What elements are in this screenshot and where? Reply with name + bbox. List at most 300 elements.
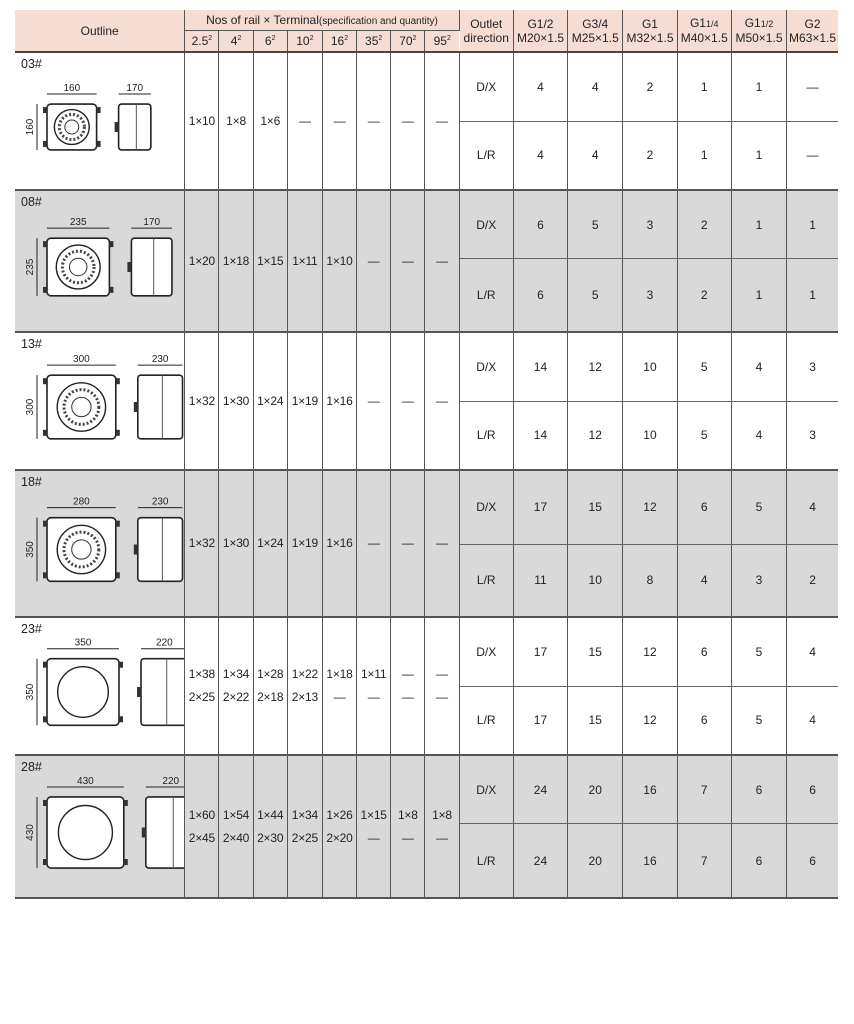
size-value: 16 bbox=[330, 33, 345, 48]
mounting-ear bbox=[43, 859, 47, 865]
rail-terminal-header: Nos of rail × Terminal(specification and quantity) bbox=[185, 10, 459, 30]
outlet-direction-cell: L/R bbox=[459, 686, 513, 755]
entry-count-cell: 4 bbox=[513, 121, 567, 190]
header-row-1 bbox=[15, 10, 838, 30]
rail-terminal-cell bbox=[185, 52, 219, 190]
rail-terminal-cell bbox=[287, 617, 322, 755]
entry-count-cell: 6 bbox=[677, 617, 731, 686]
rail-terminal-cell bbox=[253, 755, 287, 898]
rail-terminal-cell bbox=[322, 190, 356, 332]
entry-count-cell: 6 bbox=[677, 470, 731, 544]
rail-terminal-cell bbox=[391, 52, 425, 190]
size-value: 10 bbox=[296, 33, 310, 48]
rail-terminal-cell bbox=[322, 755, 356, 898]
entry-count-cell: 3 bbox=[787, 401, 838, 470]
entry-count-cell: 4 bbox=[787, 617, 838, 686]
mounting-ear bbox=[43, 521, 47, 527]
mounting-ear bbox=[119, 716, 123, 722]
rail-terminal-value: — bbox=[367, 253, 380, 268]
thread-header-4 bbox=[731, 10, 786, 52]
rail-terminal-cell bbox=[357, 617, 391, 755]
entry-count-cell: — bbox=[787, 52, 838, 121]
rail-terminal-value: — bbox=[401, 536, 414, 550]
rail-terminal-cell bbox=[185, 755, 219, 898]
rail-terminal-value: 1×15 bbox=[360, 807, 387, 822]
center-hub bbox=[72, 540, 91, 559]
rail-terminal-cell bbox=[357, 52, 391, 190]
rail-terminal-cell bbox=[322, 332, 356, 470]
mounting-ear bbox=[97, 141, 101, 147]
outline-drawing bbox=[15, 333, 184, 469]
rail-terminal-value: — bbox=[436, 536, 448, 550]
rail-terminal-value: 1×8 bbox=[226, 113, 246, 128]
rail-terminal-value: 2×30 bbox=[257, 830, 284, 845]
mounting-ear bbox=[119, 662, 123, 668]
model-label: 28# bbox=[21, 760, 42, 774]
rail-terminal-cell bbox=[287, 190, 322, 332]
size-value: 2.5 bbox=[191, 33, 209, 48]
size-header-0 bbox=[185, 30, 219, 52]
outlet-direction-cell: L/R bbox=[459, 401, 513, 470]
entry-count-cell: 12 bbox=[623, 617, 677, 686]
rail-terminal-value: 1×30 bbox=[222, 536, 250, 550]
thread-fraction: 1/4 bbox=[705, 19, 719, 29]
entry-count-cell: 1 bbox=[731, 52, 786, 121]
entry-count-cell: 1 bbox=[677, 121, 731, 190]
rail-terminal-value: 1×16 bbox=[326, 536, 353, 550]
mounting-ear bbox=[43, 241, 47, 247]
rail-terminal-cell bbox=[391, 190, 425, 332]
rail-terminal-cell bbox=[253, 52, 287, 190]
side-width-label: 220 bbox=[162, 775, 180, 787]
rail-terminal-value: 1×30 bbox=[222, 393, 250, 408]
entry-count-cell: 4 bbox=[787, 470, 838, 544]
entry-count-cell: 12 bbox=[623, 470, 677, 544]
outline-cell bbox=[15, 52, 185, 190]
entry-count-cell: 12 bbox=[568, 332, 623, 401]
rail-terminal-cell bbox=[391, 755, 425, 898]
rail-terminal-value: 1×15 bbox=[257, 253, 284, 268]
mounting-ear bbox=[43, 141, 47, 147]
rail-terminal-value: 1×8 bbox=[397, 807, 418, 822]
rail-terminal-value: — bbox=[401, 830, 414, 845]
rail-terminal-cell bbox=[357, 755, 391, 898]
size-header-7 bbox=[425, 30, 459, 52]
entry-count-cell: 15 bbox=[568, 470, 623, 544]
table-row bbox=[15, 332, 838, 401]
rail-terminal-cell bbox=[253, 332, 287, 470]
model-label: 18# bbox=[21, 475, 42, 489]
rail-terminal-cell bbox=[287, 470, 322, 617]
rail-terminal-cell bbox=[185, 332, 219, 470]
rail-terminal-value: — bbox=[367, 393, 380, 408]
rail-terminal-value: — bbox=[367, 536, 380, 550]
rail-terminal-cell bbox=[185, 617, 219, 755]
rail-terminal-cell bbox=[287, 52, 322, 190]
thread-m: M20×1.5 bbox=[516, 30, 564, 45]
rail-terminal-value: 1×16 bbox=[326, 393, 353, 408]
size-value: 35 bbox=[365, 33, 379, 48]
rail-terminal-cell bbox=[322, 52, 356, 190]
mounting-ear bbox=[109, 287, 113, 293]
entry-count-cell: 6 bbox=[731, 755, 786, 824]
outlet-direction-cell: D/X bbox=[459, 332, 513, 401]
rail-terminal-value: 1×32 bbox=[188, 393, 215, 408]
outline-drawing bbox=[15, 191, 184, 331]
side-view-box bbox=[131, 238, 172, 296]
thread-m: M25×1.5 bbox=[571, 30, 619, 45]
front-width-label: 160 bbox=[63, 83, 81, 95]
table-row bbox=[15, 755, 838, 824]
rail-terminal-value: — bbox=[436, 667, 448, 681]
rail-terminal-value: 1×34 bbox=[222, 667, 250, 681]
rail-terminal-value: — bbox=[401, 113, 414, 128]
entry-count-cell: 10 bbox=[623, 401, 677, 470]
outline-cell bbox=[15, 332, 185, 470]
size-exponent: 2 bbox=[344, 34, 349, 42]
entry-count-cell: 4 bbox=[568, 52, 623, 121]
entry-count-cell: 10 bbox=[568, 544, 623, 617]
thread-g: G1 bbox=[689, 16, 706, 30]
thread-header-2 bbox=[623, 10, 677, 52]
entry-count-cell: 12 bbox=[623, 686, 677, 755]
front-cover-circle bbox=[58, 806, 112, 860]
entry-count-cell: 2 bbox=[787, 544, 838, 617]
table-row bbox=[15, 617, 838, 686]
entry-count-cell: 6 bbox=[787, 824, 838, 898]
side-fitting bbox=[142, 828, 146, 838]
entry-count-cell: 3 bbox=[623, 190, 677, 259]
rail-terminal-value: — bbox=[401, 667, 414, 681]
rail-terminal-cell bbox=[219, 190, 253, 332]
size-header-3 bbox=[287, 30, 322, 52]
entry-count-cell: 15 bbox=[568, 686, 623, 755]
rail-terminal-cell bbox=[357, 470, 391, 617]
center-hub bbox=[65, 120, 79, 134]
mounting-ear bbox=[124, 859, 128, 865]
height-label: 430 bbox=[25, 824, 36, 841]
entry-count-cell: 1 bbox=[787, 259, 838, 332]
size-header-4 bbox=[322, 30, 356, 52]
entry-count-cell: 10 bbox=[623, 332, 677, 401]
rail-terminal-value: — bbox=[436, 690, 448, 704]
rail-terminal-cell bbox=[357, 332, 391, 470]
rail-terminal-value: 1×10 bbox=[326, 253, 353, 268]
entry-count-cell: 17 bbox=[513, 470, 567, 544]
table-row bbox=[15, 190, 838, 259]
mounting-ear bbox=[43, 430, 47, 436]
entry-count-cell: 17 bbox=[513, 617, 567, 686]
entry-count-cell: 6 bbox=[787, 755, 838, 824]
thread-g: G3/4 bbox=[582, 16, 609, 31]
entry-count-cell: 6 bbox=[731, 824, 786, 898]
size-value: 6 bbox=[264, 33, 272, 48]
rail-terminal-value: 2×22 bbox=[222, 690, 250, 704]
rail-terminal-cell bbox=[425, 470, 459, 617]
outline-cell bbox=[15, 617, 185, 755]
entry-count-cell: 16 bbox=[623, 755, 677, 824]
entry-count-cell: 24 bbox=[513, 824, 567, 898]
entry-count-cell: 5 bbox=[731, 617, 786, 686]
rail-terminal-value: 1×22 bbox=[291, 667, 318, 681]
rail-terminal-cell bbox=[287, 755, 322, 898]
entry-count-cell: 6 bbox=[513, 190, 567, 259]
entry-count-cell: 3 bbox=[731, 544, 786, 617]
front-cover-circle bbox=[58, 667, 109, 718]
thread-g: G1/2 bbox=[527, 16, 554, 31]
rail-terminal-value: 2×25 bbox=[188, 690, 215, 704]
entry-count-cell: 8 bbox=[623, 544, 677, 617]
height-label: 160 bbox=[25, 118, 36, 136]
outlet-direction-cell: D/X bbox=[459, 755, 513, 824]
mounting-ear bbox=[43, 287, 47, 293]
outline-drawing bbox=[15, 618, 184, 754]
mounting-ear bbox=[116, 430, 120, 436]
mounting-ear bbox=[43, 107, 47, 113]
thread-header-3 bbox=[677, 10, 731, 52]
thread-header-5 bbox=[787, 10, 838, 52]
rail-terminal-cell bbox=[425, 617, 459, 755]
entry-count-cell: 20 bbox=[568, 824, 623, 898]
side-width-label: 230 bbox=[151, 496, 169, 508]
rail-terminal-value: 1×24 bbox=[257, 393, 284, 408]
mounting-ear bbox=[43, 572, 47, 578]
entry-count-cell: 11 bbox=[513, 544, 567, 617]
rail-terminal-value: 1×19 bbox=[291, 536, 318, 550]
rail-terminal-value: — bbox=[436, 830, 448, 845]
mounting-ear bbox=[97, 107, 101, 113]
side-view-box bbox=[138, 518, 183, 582]
size-header-6 bbox=[391, 30, 425, 52]
entry-count-cell: 5 bbox=[568, 259, 623, 332]
center-hub bbox=[72, 397, 91, 416]
rail-terminal-value: 1×38 bbox=[188, 667, 215, 681]
mounting-ear bbox=[43, 378, 47, 384]
entry-count-cell: 4 bbox=[731, 401, 786, 470]
entry-count-cell: 4 bbox=[731, 332, 786, 401]
outlet-direction-cell: D/X bbox=[459, 470, 513, 544]
thread-g: G1 bbox=[641, 16, 658, 31]
rail-terminal-cell bbox=[322, 617, 356, 755]
rail-terminal-value: — bbox=[401, 393, 414, 408]
size-exponent: 2 bbox=[271, 34, 276, 42]
entry-count-cell: 2 bbox=[677, 190, 731, 259]
size-value: 95 bbox=[433, 33, 447, 48]
rail-terminal-value: 1×54 bbox=[222, 807, 250, 822]
outlet-direction-cell: L/R bbox=[459, 824, 513, 898]
entry-count-cell: 1 bbox=[731, 190, 786, 259]
entry-count-cell: 4 bbox=[787, 686, 838, 755]
outlet-direction-cell: L/R bbox=[459, 544, 513, 617]
thread-g: G2 bbox=[804, 16, 821, 31]
rail-terminal-cell bbox=[219, 470, 253, 617]
rail-terminal-value: 1×11 bbox=[361, 667, 387, 681]
rail-terminal-value: 1×32 bbox=[188, 536, 215, 550]
outline-header: Outline bbox=[15, 10, 185, 52]
side-width-label: 220 bbox=[156, 637, 173, 649]
rail-terminal-value: — bbox=[401, 690, 414, 704]
rail-terminal-value: — bbox=[436, 393, 448, 408]
rail-terminal-value: 2×45 bbox=[188, 830, 215, 845]
outlet-direction-header: Outlet direction bbox=[459, 10, 513, 52]
outline-cell bbox=[15, 470, 185, 617]
thread-header-0 bbox=[513, 10, 567, 52]
rail-terminal-value: — bbox=[367, 830, 380, 845]
size-exponent: 2 bbox=[237, 34, 242, 42]
size-exponent: 2 bbox=[446, 34, 451, 42]
side-width-label: 170 bbox=[143, 217, 161, 229]
rail-terminal-value: 2×13 bbox=[291, 690, 318, 704]
side-fitting bbox=[115, 122, 119, 132]
front-width-label: 235 bbox=[69, 217, 87, 229]
rail-terminal-value: — bbox=[436, 113, 448, 128]
front-width-label: 300 bbox=[73, 354, 90, 366]
rail-terminal-cell bbox=[425, 52, 459, 190]
side-fitting bbox=[134, 402, 138, 412]
rail-terminal-value: 1×10 bbox=[188, 113, 215, 128]
height-label: 300 bbox=[25, 398, 36, 416]
rail-terminal-value: 2×18 bbox=[257, 690, 284, 704]
front-width-label: 430 bbox=[77, 775, 94, 787]
entry-count-cell: 12 bbox=[568, 401, 623, 470]
mounting-ear bbox=[43, 662, 47, 668]
rail-terminal-value: 1×6 bbox=[260, 113, 281, 128]
size-header-1 bbox=[219, 30, 253, 52]
rail-terminal-value: 1×18 bbox=[222, 253, 250, 268]
mounting-ear bbox=[124, 800, 128, 806]
rail-terminal-cell bbox=[185, 190, 219, 332]
outline-drawing bbox=[15, 53, 184, 189]
entry-count-cell: 6 bbox=[513, 259, 567, 332]
entry-count-cell: 3 bbox=[787, 332, 838, 401]
side-fitting bbox=[127, 262, 131, 272]
size-exponent: 2 bbox=[309, 34, 314, 42]
entry-count-cell: 2 bbox=[623, 121, 677, 190]
thread-fraction: 1/2 bbox=[760, 19, 774, 29]
outlet-direction-cell: L/R bbox=[459, 259, 513, 332]
rail-terminal-cell bbox=[253, 190, 287, 332]
mounting-ear bbox=[116, 378, 120, 384]
entry-count-cell: — bbox=[787, 121, 838, 190]
rail-terminal-cell bbox=[253, 617, 287, 755]
rail-terminal-value: 2×25 bbox=[291, 830, 318, 845]
size-value: 70 bbox=[399, 33, 413, 48]
side-fitting bbox=[134, 545, 138, 555]
mounting-ear bbox=[109, 241, 113, 247]
center-hub bbox=[69, 258, 87, 276]
entry-count-cell: 1 bbox=[787, 190, 838, 259]
height-label: 350 bbox=[25, 683, 36, 701]
thread-m: M40×1.5 bbox=[680, 31, 728, 45]
rail-terminal-value: 1×28 bbox=[257, 667, 284, 681]
side-view-box bbox=[138, 375, 183, 439]
entry-count-cell: 2 bbox=[623, 52, 677, 121]
mounting-ear bbox=[116, 521, 120, 527]
entry-count-cell: 1 bbox=[731, 259, 786, 332]
rail-terminal-cell bbox=[219, 755, 253, 898]
outlet-direction-cell: D/X bbox=[459, 617, 513, 686]
entry-count-cell: 2 bbox=[677, 259, 731, 332]
model-label: 23# bbox=[21, 622, 42, 636]
entry-count-cell: 5 bbox=[731, 686, 786, 755]
rail-terminal-cell bbox=[219, 617, 253, 755]
table-row bbox=[15, 470, 838, 544]
rail-terminal-value: 1×34 bbox=[291, 807, 318, 822]
entry-count-cell: 7 bbox=[677, 824, 731, 898]
height-label: 235 bbox=[25, 258, 36, 276]
entry-count-cell: 17 bbox=[513, 686, 567, 755]
model-label: 03# bbox=[21, 57, 42, 71]
model-label: 13# bbox=[21, 337, 42, 351]
size-exponent: 2 bbox=[412, 34, 417, 42]
entry-count-cell: 4 bbox=[677, 544, 731, 617]
entry-count-cell: 1 bbox=[677, 52, 731, 121]
outline-cell bbox=[15, 755, 185, 898]
rail-terminal-value: — bbox=[436, 253, 448, 268]
entry-count-cell: 6 bbox=[677, 686, 731, 755]
mounting-ear bbox=[116, 572, 120, 578]
front-width-label: 350 bbox=[74, 637, 92, 649]
rail-terminal-cell bbox=[185, 470, 219, 617]
rail-terminal-value: — bbox=[401, 253, 414, 268]
size-header-5 bbox=[357, 30, 391, 52]
rail-terminal-value: 1×24 bbox=[257, 536, 284, 550]
rail-terminal-value: 1×20 bbox=[188, 253, 215, 268]
thread-m: M50×1.5 bbox=[735, 31, 783, 45]
table-row bbox=[15, 52, 838, 121]
entry-count-cell: 4 bbox=[513, 52, 567, 121]
rail-terminal-value: — bbox=[298, 113, 311, 128]
rail-terminal-value: 1×60 bbox=[188, 807, 215, 822]
outlet-direction-cell: D/X bbox=[459, 190, 513, 259]
rail-terminal-value: — bbox=[333, 113, 346, 128]
entry-count-cell: 4 bbox=[568, 121, 623, 190]
outline-cell bbox=[15, 190, 185, 332]
entry-count-cell: 24 bbox=[513, 755, 567, 824]
side-width-label: 230 bbox=[151, 354, 169, 366]
entry-count-cell: 1 bbox=[731, 121, 786, 190]
thread-m: M32×1.5 bbox=[626, 30, 674, 45]
rail-terminal-value: — bbox=[367, 113, 380, 128]
rail-terminal-value: 2×20 bbox=[326, 830, 353, 845]
rail-terminal-cell bbox=[391, 332, 425, 470]
rail-terminal-cell bbox=[391, 470, 425, 617]
outline-drawing bbox=[15, 471, 184, 616]
entry-count-cell: 5 bbox=[677, 401, 731, 470]
outlet-direction-cell: D/X bbox=[459, 52, 513, 121]
side-fitting bbox=[137, 687, 141, 697]
size-header-2 bbox=[253, 30, 287, 52]
front-width-label: 280 bbox=[73, 496, 90, 508]
rail-terminal-value: 1×11 bbox=[292, 253, 318, 268]
entry-count-cell: 7 bbox=[677, 755, 731, 824]
rail-terminal-cell bbox=[357, 190, 391, 332]
entry-count-cell: 15 bbox=[568, 617, 623, 686]
rail-terminal-cell bbox=[391, 617, 425, 755]
entry-count-cell: 14 bbox=[513, 332, 567, 401]
rail-terminal-value: — bbox=[333, 690, 346, 704]
side-view-box bbox=[141, 659, 184, 726]
rail-terminal-value: 1×44 bbox=[257, 807, 284, 822]
rail-terminal-cell bbox=[219, 52, 253, 190]
thread-g: G1 bbox=[744, 16, 761, 30]
height-label: 350 bbox=[25, 541, 36, 558]
rail-terminal-value: 2×40 bbox=[222, 830, 250, 845]
entry-count-cell: 5 bbox=[731, 470, 786, 544]
specification-table bbox=[15, 10, 838, 899]
side-width-label: 170 bbox=[126, 83, 144, 95]
rail-terminal-value: 1×8 bbox=[432, 807, 452, 822]
